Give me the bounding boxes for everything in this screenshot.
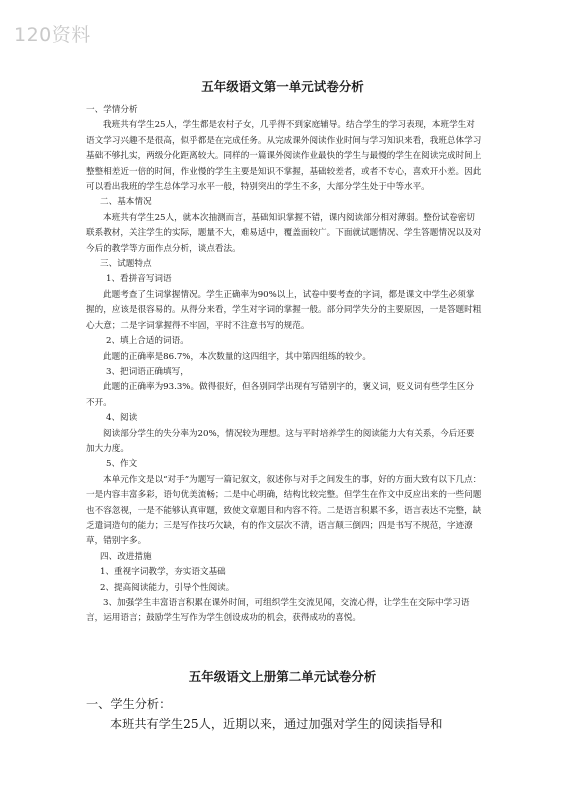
subsection-heading: 4、阅读 (106, 413, 138, 424)
section-heading: 三、试题特点 (100, 259, 152, 270)
subsection-heading: 3、把词语正确填写， (106, 366, 189, 377)
subsection-heading: 1、看拼音写词语 (106, 274, 172, 285)
paragraph: 我班共有学生25人，学生都是农村子女，几乎得不到家庭辅导。结合学生的学习表现，本班学生对语文学习兴趣不是很高，似乎都是在完成任务。从完成课外阅读作业时间与学习知识来看，我班总体学习基础不够扎实，两级分化距离较大。同样的一篇课外阅读作业最快的学生与最慢的学生在阅读完成时间上整整相差近一倍的时间，作业慢的学生主要是知识不掌握，基础较差者，或者不专心，喜欢开小差。因此可以看出我班的学生总体学习水平一般，特别突出的学生不多，大部分学生处于中等水平。 (86, 120, 482, 193)
document-body (86, 103, 482, 627)
section-heading: 二、基本情况 (100, 197, 152, 208)
measure-item: 2、提高阅读能力，引导个性阅读。 (100, 582, 235, 593)
second-document-body (86, 694, 496, 734)
paragraph: 本班共有学生25人，近期以来，通过加强对学生的阅读指导和 (110, 717, 443, 731)
measure-item: 3、加强学生丰富语言积累在课外时间，可组织学生交流见闻，交流心得，让学生在交际中学习语言，运用语言；鼓励学生写作为学生创设成功的机会，获得成功的喜悦。 (86, 598, 470, 624)
subsection-heading: 5、作文 (106, 459, 138, 470)
paragraph: 此题的正确率为93.3%。做得很好，但各别同学出现有写错别字的，褒义词，贬义词有些学生区分不开。 (86, 382, 475, 408)
paragraph: 本班共有学生25人，就本次抽测而言，基础知识掌握不错，课内阅读部分相对薄弱。整份试卷密切联系教材，关注学生的实际，题量不大，难易适中，覆盖面较广。下面就试题情况、学生答题情况以及对今后的教学等方面作点分析，谈点看法。 (86, 212, 482, 254)
paragraph: 此题考查了生词掌握情况。学生正确率为90%以上，试卷中要考查的字词，都是课文中学生必须掌握的，应该是很容易的。从得分来看，学生对字词的掌握一般。部分同学失分的主要原因，一是答题时粗心大意；二是字词掌握得不牢固，平时不注意书写的规范。 (86, 289, 482, 331)
second-document-title: 五年级语文上册第二单元试卷分析 (188, 669, 377, 684)
paragraph: 此题的正确率是86.7%，本次数量的这四组字，其中第四组练的较少。 (103, 351, 371, 362)
paragraph: 本单元作文是以“对手”为题写一篇记叙文，叙述你与对手之间发生的事，好的方面大致有以下几点：一是内容丰富多彩，语句优美流畅；二是中心明确，结构比较完整。但学生在作文中反应出来的一些问题也不容忽视，一是不能够认真审题，致使文章题目和内容不符。二是语言积累不多，语言表达不完整，缺乏遣词造句的能力；三是写作技巧欠缺，有的作文层次不清，语言颠三倒四；四是书写不规范，字迹潦草，错别字多。 (86, 474, 482, 547)
section-heading: 一、学生分析： (86, 697, 172, 711)
subsection-heading: 2、填上合适的词语。 (106, 336, 189, 347)
section-heading: 一、学情分析 (86, 105, 138, 115)
document-title: 五年级语文第一单元试卷分析 (201, 79, 364, 94)
paragraph: 阅读部分学生的失分率为20%，情况较为理想。这与平时培养学生的阅读能力大有关系，今后还要加大力度。 (86, 428, 475, 454)
measure-item: 1、重视字词教学，夯实语文基础 (100, 567, 226, 578)
section-heading: 四、改进措施 (100, 551, 152, 562)
watermark: 120资料 (14, 24, 91, 46)
